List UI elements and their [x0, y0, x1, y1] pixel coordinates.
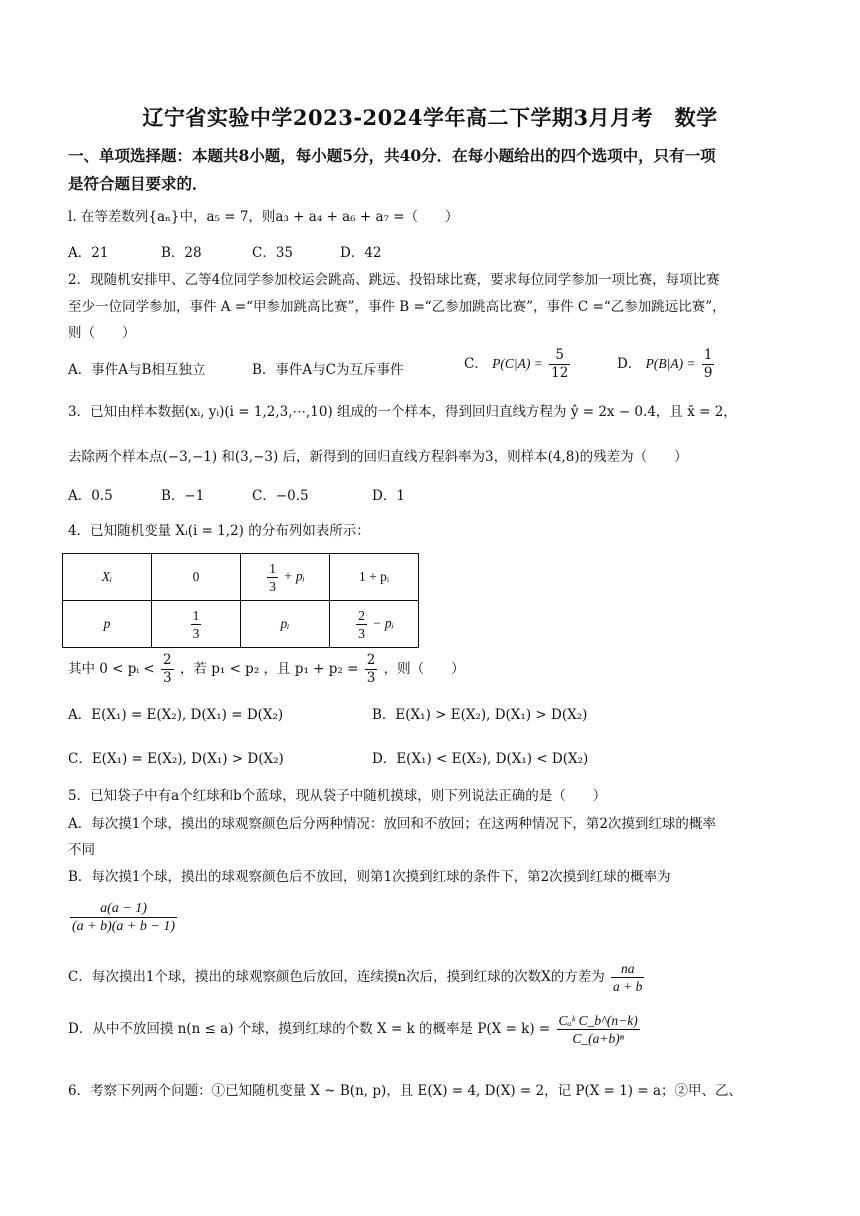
question-4-condition [68, 652, 465, 687]
question-5-option-c [68, 960, 646, 995]
option-b-denominator: (a + b)(a + b − 1) [72, 919, 175, 934]
table-cell [152, 601, 241, 648]
table-row [63, 601, 419, 648]
question-4-option-b: B．E(X₁) > E(X₂), D(X₁) > D(X₂) [372, 707, 588, 723]
table-cell: 0 [152, 554, 241, 601]
question-4-option-c: C．E(X₁) = E(X₂), D(X₁) > D(X₂) [68, 751, 284, 767]
condition-numerator: 2 [163, 652, 172, 668]
cell-tail: + pᵢ [283, 568, 305, 584]
distribution-table [62, 553, 419, 648]
question-3-option-c: C．−0.5 [252, 488, 309, 504]
question-5-option-a-line-2: 不同 [68, 842, 95, 858]
section-heading [68, 142, 798, 198]
question-4-option-a: A．E(X₁) = E(X₂), D(X₁) = D(X₂) [68, 707, 284, 723]
condition-fraction-2 [365, 652, 378, 687]
option-c-numerator: na [611, 960, 644, 978]
condition-numerator-2: 2 [366, 652, 376, 668]
question-2-line-1: 2．现随机安排甲、乙等4位同学参加校运会跳高、跳远、投铅球比赛，要求每位同学参加一项比赛，每项比赛 [68, 272, 720, 288]
question-2-option-d [617, 347, 716, 382]
table-cell: Xᵢ [63, 554, 152, 601]
cell-fraction [191, 607, 202, 642]
cell-numerator: 1 [269, 560, 276, 576]
option-c-text: C．每次摸出1个球，摸出的球观察颜色后放回，连续摸n次后，摸到红球的次数X的方差为 [68, 969, 605, 985]
question-5-stem: 5．已知袋子中有a个红球和b个蓝球，现从袋子中随机摸球，则下列说法正确的是（ ） [68, 788, 607, 804]
table-row [63, 554, 419, 601]
cell-numerator: 2 [358, 607, 365, 623]
question-1-option-a: A．21 [68, 245, 109, 261]
question-2-line-3: 则（ ） [68, 325, 136, 341]
condition-part-c: ，则（ ） [383, 661, 465, 677]
condition-part-a: 其中 0 < pᵢ < [68, 661, 155, 677]
option-b-numerator: a(a − 1) [70, 900, 177, 918]
option-d-numerator: Cₐᵏ C_b^(n−k) [558, 1013, 638, 1028]
question-2-option-c [464, 347, 572, 382]
question-2-line-2: 至少一位同学参加，事件 A =“甲参加跳高比赛”，事件 B =“乙参加跳高比赛”，事件 C =“乙参加跳远比赛”， [68, 299, 726, 315]
cell-fraction [267, 560, 278, 595]
option-d-fraction [702, 347, 715, 382]
question-3-option-b: B．−1 [161, 488, 205, 504]
question-1-option-c: C．35 [252, 245, 294, 261]
question-5-option-b-line-1: B．每次摸1个球，摸出的球观察颜色后不放回，则第1次摸到红球的条件下，第2次摸到红球的概率为 [68, 869, 671, 885]
question-5-option-d [68, 1012, 642, 1047]
option-c-label: C． [464, 356, 488, 372]
option-d-denominator: C_(a+b)ⁿ [572, 1031, 624, 1046]
option-b-fraction [70, 900, 177, 935]
cell-numerator: 1 [192, 607, 200, 623]
condition-denominator: 3 [163, 670, 172, 686]
option-c-fraction [611, 960, 644, 995]
table-cell: p [63, 601, 152, 648]
question-1-stem: l. 在等差数列{aₙ}中，a₅ = 7，则a₃ + a₄ + a₆ + a₇ =（ ） [68, 209, 459, 225]
question-2-option-b: B．事件A与C为互斥事件 [252, 362, 404, 378]
cell-tail: − pᵢ [372, 615, 394, 631]
question-3-line-1: 3．已知由样本数据(xᵢ, yᵢ)(i = 1,2,3,⋯,10) 组成的一个样本，得到回归直线方程为 ŷ = 2x − 0.4，且 x̄ = 2， [68, 404, 737, 420]
section-heading-line-1: 一、单项选择题：本题共8小题，每小题5分，共40分．在每小题给出的四个选项中，只有一项 [68, 146, 716, 165]
question-3-option-d: D．1 [372, 488, 405, 504]
question-1-option-b: B．28 [161, 245, 202, 261]
question-1-option-d: D．42 [340, 245, 382, 261]
option-d-fraction [557, 1012, 640, 1047]
question-4-option-d: D．E(X₁) < E(X₂), D(X₁) < D(X₂) [372, 751, 589, 767]
option-d-denominator: 9 [703, 365, 713, 381]
option-c-expression: P(C|A) = [492, 356, 543, 371]
condition-denominator-2: 3 [366, 670, 376, 686]
option-c-denominator: a + b [613, 979, 643, 994]
option-c-denominator: 12 [551, 365, 569, 381]
table-cell: pᵢ [241, 601, 330, 648]
cell-fraction [356, 607, 367, 642]
question-5-option-b-fraction [68, 900, 179, 935]
question-3-line-2: 去除两个样本点(−3,−1) 和(3,−3) 后，新得到的回归直线方程斜率为3，则样本(4,8)的残差为（ ） [68, 449, 688, 465]
cell-denominator: 3 [192, 625, 200, 641]
table-cell [241, 554, 330, 601]
question-5-option-a-line-1: A．每次摸1个球，摸出的球观察颜色后分两种情况：放回和不放回；在这两种情况下，第2次摸到红球的概率 [68, 816, 716, 832]
table-cell: 1 + pᵢ [330, 554, 419, 601]
question-2-option-a: A．事件A与B相互独立 [68, 362, 206, 378]
cell-denominator: 3 [269, 578, 276, 594]
table-cell [330, 601, 419, 648]
condition-part-b: ，若 p₁ < p₂ ，且 p₁ + p₂ = [179, 661, 359, 677]
cell-denominator: 3 [358, 625, 365, 641]
option-c-fraction [549, 347, 570, 382]
option-d-label: D． [617, 356, 642, 372]
question-4-stem: 4．已知随机变量 Xᵢ(i = 1,2) 的分布列如表所示： [68, 523, 370, 539]
option-d-text: D．从中不放回摸 n(n ≤ a) 个球，摸到红球的个数 X = k 的概率是 P(X = k) = [68, 1021, 551, 1037]
question-3-option-a: A．0.5 [68, 488, 113, 504]
condition-fraction [161, 652, 174, 687]
option-c-numerator: 5 [549, 347, 570, 365]
question-6-line-1: 6．考察下列两个问题：①已知随机变量 X ~ B(n, p)，且 E(X) = 4, D(X) = 2，记 P(X = 1) = a；②甲、乙、 [68, 1083, 743, 1099]
page-title: 辽宁省实验中学2023-2024学年高二下学期3月月考 数学 [142, 105, 718, 130]
section-heading-line-2: 是符合题目要求的． [68, 174, 208, 193]
option-d-expression: P(B|A) = [645, 356, 696, 371]
option-d-numerator: 1 [703, 347, 713, 363]
